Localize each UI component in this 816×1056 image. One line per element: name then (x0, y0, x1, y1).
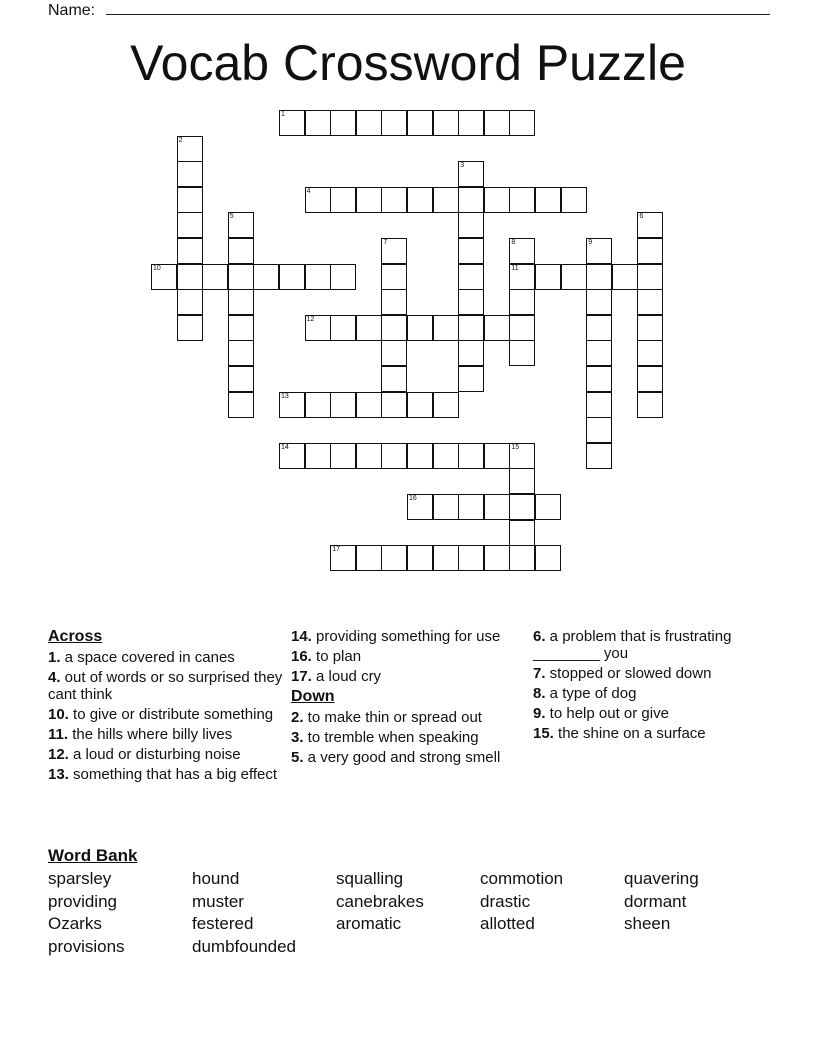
crossword-cell[interactable] (177, 212, 203, 238)
crossword-cell[interactable] (509, 289, 535, 315)
crossword-cell[interactable] (381, 110, 407, 136)
crossword-cell[interactable] (228, 238, 254, 264)
crossword-cell[interactable] (381, 392, 407, 418)
crossword-cell[interactable] (407, 494, 433, 520)
crossword-cell[interactable] (407, 110, 433, 136)
crossword-cell[interactable] (228, 264, 254, 290)
crossword-cell[interactable] (509, 545, 535, 571)
crossword-cell[interactable] (637, 212, 663, 238)
crossword-cell[interactable] (433, 187, 459, 213)
crossword-cell[interactable] (356, 315, 382, 341)
name-label: Name: (48, 2, 100, 19)
word-bank-word: dormant (624, 891, 687, 911)
crossword-cell[interactable] (509, 264, 535, 290)
clue-number: 4 (306, 187, 311, 195)
crossword-cell[interactable] (509, 187, 535, 213)
crossword-cell[interactable] (151, 264, 177, 290)
crossword-cell[interactable] (305, 187, 331, 213)
crossword-cell[interactable] (458, 187, 484, 213)
word-bank-word: providing (48, 891, 117, 911)
crossword-cell[interactable] (535, 545, 561, 571)
crossword-cell[interactable] (381, 238, 407, 264)
crossword-cell[interactable] (177, 315, 203, 341)
word-bank-word: festered (192, 914, 254, 933)
crossword-cell[interactable] (407, 187, 433, 213)
crossword-cell[interactable] (586, 392, 612, 418)
clue-down-2: 2. to make thin or spread out (291, 709, 482, 726)
word-bank-word: provisions (48, 936, 125, 956)
word-bank-word: sparsley (48, 869, 112, 888)
down-heading: Down (291, 688, 335, 705)
crossword-cell[interactable] (458, 315, 484, 341)
crossword-cell[interactable] (509, 238, 535, 264)
crossword-cell[interactable] (330, 187, 356, 213)
crossword-cell[interactable] (586, 340, 612, 366)
crossword-cell[interactable] (305, 110, 331, 136)
clue-number: 15 (511, 443, 520, 451)
clue-across-17: 17. a loud cry (291, 668, 382, 685)
crossword-cell[interactable] (509, 468, 535, 494)
crossword-cell[interactable] (484, 443, 510, 469)
crossword-cell[interactable] (433, 110, 459, 136)
word-bank-title: Word Bank (48, 846, 138, 865)
clue-down-15: 15. the shine on a surface (533, 725, 706, 742)
crossword-cell[interactable] (177, 136, 203, 162)
crossword-cell[interactable] (177, 161, 203, 187)
crossword-cell[interactable] (484, 187, 510, 213)
crossword-cell[interactable] (356, 392, 382, 418)
clue-down-9: 9. to help out or give (533, 705, 669, 722)
crossword-cell[interactable] (253, 264, 279, 290)
clue-number: 1 (281, 111, 285, 118)
word-bank-word: dumbfounded (192, 936, 296, 956)
clues-column-1 (48, 628, 283, 786)
crossword-cell[interactable] (484, 315, 510, 341)
crossword-cell[interactable] (561, 264, 587, 290)
word-bank-word: quavering (624, 869, 699, 888)
clue-number: 6 (639, 213, 644, 221)
crossword-cell[interactable] (586, 366, 612, 392)
crossword-cell[interactable] (637, 315, 663, 341)
clue-across-4: 4. out of words or so surprised they cant think (48, 669, 283, 703)
crossword-cell[interactable] (177, 238, 203, 264)
crossword-cell[interactable] (586, 264, 612, 290)
crossword-cell[interactable] (305, 392, 331, 418)
clue-across-10: 10. to give or distribute something (48, 706, 274, 723)
crossword-cell[interactable] (279, 392, 305, 418)
clue-number: 5 (229, 213, 234, 221)
crossword-cell[interactable] (484, 545, 510, 571)
crossword-cell[interactable] (458, 443, 484, 469)
across-heading: Across (48, 628, 103, 645)
crossword-cell[interactable] (305, 443, 331, 469)
crossword-cell[interactable] (279, 264, 305, 290)
crossword-cell[interactable] (458, 264, 484, 290)
clue-across-1: 1. a space covered in canes (48, 649, 235, 666)
crossword-cell[interactable] (458, 340, 484, 366)
word-bank-word: canebrakes (336, 891, 424, 911)
crossword-cell[interactable] (228, 366, 254, 392)
crossword-cell[interactable] (586, 443, 612, 469)
crossword-cell[interactable] (637, 340, 663, 366)
word-bank-word: drastic (480, 891, 531, 911)
word-bank (48, 868, 768, 960)
crossword-cell[interactable] (407, 315, 433, 341)
crossword-cell[interactable] (433, 443, 459, 469)
crossword-cell[interactable] (586, 417, 612, 443)
clues-column-2 (291, 628, 526, 769)
crossword-cell[interactable] (509, 520, 535, 546)
crossword-cell[interactable] (356, 187, 382, 213)
clue-number: 12 (306, 315, 315, 323)
crossword-cell[interactable] (381, 443, 407, 469)
crossword-cell[interactable] (535, 494, 561, 520)
word-bank-word: aromatic (336, 914, 402, 933)
crossword-cell[interactable] (509, 340, 535, 366)
clue-down-5: 5. a very good and strong smell (291, 749, 501, 766)
crossword-cell[interactable] (330, 264, 356, 290)
word-bank-word: squalling (336, 869, 404, 888)
crossword-cell[interactable] (458, 161, 484, 187)
crossword-cell[interactable] (330, 443, 356, 469)
crossword-cell[interactable] (433, 315, 459, 341)
crossword-cell[interactable] (484, 110, 510, 136)
crossword-cell[interactable] (330, 315, 356, 341)
crossword-cell[interactable] (433, 392, 459, 418)
crossword-cell[interactable] (381, 315, 407, 341)
crossword-cell[interactable] (637, 392, 663, 418)
crossword-cell[interactable] (458, 238, 484, 264)
word-bank-word: muster (192, 891, 244, 911)
crossword-cell[interactable] (305, 264, 331, 290)
clue-number: 11 (511, 264, 519, 272)
crossword-cell[interactable] (612, 264, 638, 290)
clue-number: 16 (409, 495, 417, 502)
crossword-cell[interactable] (330, 392, 356, 418)
crossword-cell[interactable] (458, 212, 484, 238)
crossword-cell[interactable] (381, 264, 407, 290)
word-bank-word: commotion (480, 869, 564, 888)
crossword-cell[interactable] (458, 494, 484, 520)
crossword-cell[interactable] (356, 545, 382, 571)
crossword-cell[interactable] (177, 187, 203, 213)
crossword-cell[interactable] (509, 315, 535, 341)
crossword-cell[interactable] (561, 187, 587, 213)
crossword-cell[interactable] (433, 494, 459, 520)
crossword-cell[interactable] (484, 494, 510, 520)
crossword-cell[interactable] (586, 315, 612, 341)
clue-across-11: 11. the hills where billy lives (48, 726, 233, 743)
crossword-cell[interactable] (381, 366, 407, 392)
crossword-cell[interactable] (177, 264, 203, 290)
clue-down-8: 8. a type of dog (533, 685, 637, 702)
crossword-cell[interactable] (433, 545, 459, 571)
crossword-cell[interactable] (356, 110, 382, 136)
clue-number: 3 (460, 162, 465, 170)
crossword-cell[interactable] (637, 264, 663, 290)
crossword-cell[interactable] (330, 545, 356, 571)
crossword-cell[interactable] (381, 187, 407, 213)
crossword-cell[interactable] (458, 110, 484, 136)
crossword-cell[interactable] (407, 392, 433, 418)
crossword-cell[interactable] (509, 110, 535, 136)
clue-number: 17 (332, 546, 340, 554)
crossword-cell[interactable] (177, 289, 203, 315)
clue-number: 7 (383, 239, 388, 246)
crossword-cell[interactable] (279, 443, 305, 469)
crossword-cell[interactable] (458, 366, 484, 392)
clue-number: 9 (588, 239, 593, 246)
crossword-cell[interactable] (279, 110, 305, 136)
crossword-cell[interactable] (458, 289, 484, 315)
crossword-cell[interactable] (228, 340, 254, 366)
crossword-cell[interactable] (458, 545, 484, 571)
crossword-cell[interactable] (228, 392, 254, 418)
clue-across-16: 16. to plan (291, 648, 362, 665)
crossword-cell[interactable] (356, 443, 382, 469)
crossword-cell[interactable] (381, 545, 407, 571)
clue-across-12: 12. a loud or disturbing noise (48, 746, 241, 763)
clue-number: 8 (511, 239, 516, 246)
clue-down-7: 7. stopped or slowed down (533, 665, 712, 682)
word-bank-word: allotted (480, 914, 535, 933)
crossword-cell[interactable] (330, 110, 356, 136)
crossword-cell[interactable] (535, 187, 561, 213)
crossword-cell[interactable] (228, 315, 254, 341)
clue-number: 10 (153, 264, 161, 272)
crossword-cell[interactable] (586, 238, 612, 264)
crossword-cell[interactable] (637, 289, 663, 315)
crossword-cell[interactable] (535, 264, 561, 290)
crossword-cell[interactable] (407, 443, 433, 469)
crossword-cell[interactable] (637, 366, 663, 392)
crossword-cell[interactable] (637, 238, 663, 264)
page-title: Vocab Crossword Puzzle (130, 35, 686, 91)
clue-number: 14 (281, 443, 289, 451)
crossword-cell[interactable] (305, 315, 331, 341)
word-bank-word: Ozarks (48, 914, 102, 933)
crossword-cell[interactable] (509, 443, 535, 469)
word-bank-word: hound (192, 869, 240, 888)
clue-number: 13 (281, 392, 289, 400)
crossword-cell[interactable] (407, 545, 433, 571)
word-bank-word: sheen (624, 914, 671, 933)
crossword-cell[interactable] (228, 212, 254, 238)
crossword-cell[interactable] (202, 264, 228, 290)
crossword-cell[interactable] (586, 289, 612, 315)
clue-down-6: 6. a problem that is frustrating ________ you (533, 628, 732, 662)
crossword-cell[interactable] (228, 289, 254, 315)
clue-down-3: 3. to tremble when speaking (291, 729, 479, 746)
crossword-cell[interactable] (381, 289, 407, 315)
clue-across-13: 13. something that has a big effect (48, 766, 278, 783)
clues-column-3 (533, 628, 768, 745)
crossword-cell[interactable] (509, 494, 535, 520)
clue-across-14: 14. providing something for use (291, 628, 501, 645)
crossword-cell[interactable] (381, 340, 407, 366)
clue-number: 2 (178, 136, 183, 144)
